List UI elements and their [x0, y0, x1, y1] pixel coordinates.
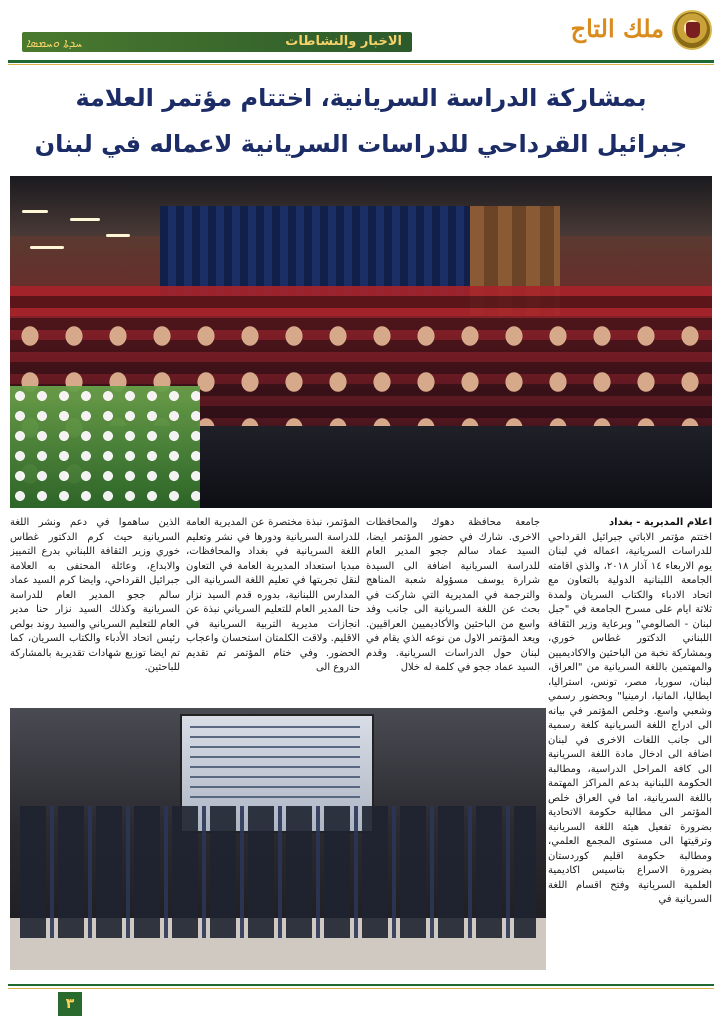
ceiling-light: [30, 246, 64, 249]
article-column-3: [186, 516, 360, 702]
section-title: الاخبار والنشاطات: [285, 34, 402, 49]
group-photo-on-stage: [10, 708, 546, 970]
conference-audience-photo: [10, 176, 712, 508]
white-flowers: [10, 386, 200, 508]
header-divider: [8, 60, 714, 63]
article-dateline: اعلام المديرية - بغداد: [609, 517, 712, 528]
footer-divider-gold: [8, 988, 714, 989]
article-column-4: [10, 516, 180, 702]
crown-emblem-icon: [672, 10, 712, 50]
article-column-1: [548, 516, 712, 972]
page-number: ٣: [58, 992, 82, 1016]
masthead: [8, 6, 714, 58]
ceiling-light: [106, 234, 130, 237]
magazine-logo: ملك التاج: [570, 14, 664, 43]
headline-line-2: جبرائيل القرداحي للدراسات السريانية لاعماله في لبنان: [34, 130, 688, 158]
article-text-col1: اختتم مؤتمر الاباتي جبرائيل القرداحي للدراسات السريانية، اعماله في لبنان يوم الاربعاء ١٤ آذار ٢٠١٨، والذي اقامته الجامعة اللبنانية الدولية بالتعاون مع اتحاد الادباء والكتاب السريان ولمدة ثلاثة ايام على مسرح الجامعة في "جبل لبنان - الصالومي" وبرعاية وزير الثقافة اللبناني الدكتور غطاس خوري، وبمشاركة نخبة من الباحثين والاكاديميين والمهتمين باللغة السريانية من "العراق، لبنان، سوريا، مصر، تونس، استراليا، ايطاليا، المانيا، ارمينيا" وبحضور رسمي وشعبي واسع. وخلص المؤتمر في بيانه الى ادراج اللغة السريانية كلغة رسمية الى جانب اللغات الاخرى في لبنان اضافة الى ادخال مادة اللغة السريانية الى كافة المراحل الدراسية، ومطالبة الحكومة اللبنانية بدعم المراكز المهتمة باللغة السريانية، اما في العراق خلص المؤتمر الى مطالبة حكومة الاتحادية بضرورة تفعيل هيئة اللغة السريانية وترقيتها الى مستوى المجمع العلمي، ومطالبة حكومة اقليم كوردستان بضرورة الاسراع بتاسيس اكاديمية العلمية السريانية وفتح اقسام اللغة السريانية في: [548, 531, 712, 905]
footer-divider: [8, 984, 714, 986]
article-text-col4: الذين ساهموا في دعم ونشر اللغة السريانية حيث كرم الدكتور غطاس خوري وزير الثقافة اللبناني بدرع التمييز والابداع، وعائلة المحتفى به العلامة جبرائيل القرداحي، وايضا كرم السيد عماد سالم ججو المدير العام للدراسة السريانية وكذلك السيد نزار حنا مدير العام للتعليم السرياني والسيد روند بولص رئيس اتحاد الأدباء والكتاب السريان، كما تم ايضا توزيع شهادات تقديرية بالمشاركة للباحثين.: [10, 517, 180, 673]
article-column-2: [366, 516, 540, 702]
section-script-title: ܚܕܬܐ ܘܚܡܣܐ: [26, 36, 82, 50]
honorees-faces: [20, 778, 536, 938]
ceiling-light: [70, 218, 100, 221]
headline-line-1: بمشاركة الدراسة السريانية، اختتام مؤتمر العلامة: [75, 84, 647, 112]
article-text-col2: جامعة محافظة دهوك والمحافظات الاخرى. شارك في حضور المؤتمر ايضا، السيد عماد سالم ججو المدير العام للدراسة السريانية اضافة الى السيدة شرارة يوسف مسؤولة شعبة المناهج والترجمة في المديرية التي شاركت في بحث عن اللغة السريانية الى جانب وفد واسع من الباحثين والأكاديميين العراقيين. ويعد المؤتمر الاول من نوعه الذي يقام في لبنان حول الدراسات السريانية. وقدم السيد عماد ججو في كلمة له خلال: [366, 517, 540, 673]
article-text-col3: المؤتمر، نبذة مختصرة عن المديرية العامة للدراسة السريانية ودورها في نشر وتعليم اللغة السريانية في بغداد والمحافظات، مبديا استعداد المديرية العامة في التعاون لنقل تجربتها في تعليم اللغة السريانية الى المدارس اللبنانية، بدوره قدم السيد نزار حنا المدير العام للتعليم السرياني نبذة عن انجازات مديرية التربية السريانية في الاقليم. ولاقت الكلمتان استحسان واعجاب الحضور. وفي ختام المؤتمر تم تقديم الدروع الى: [186, 517, 360, 673]
ceiling-light: [22, 210, 48, 213]
stage-curtain: [160, 206, 470, 296]
header-divider-gold: [8, 64, 714, 65]
